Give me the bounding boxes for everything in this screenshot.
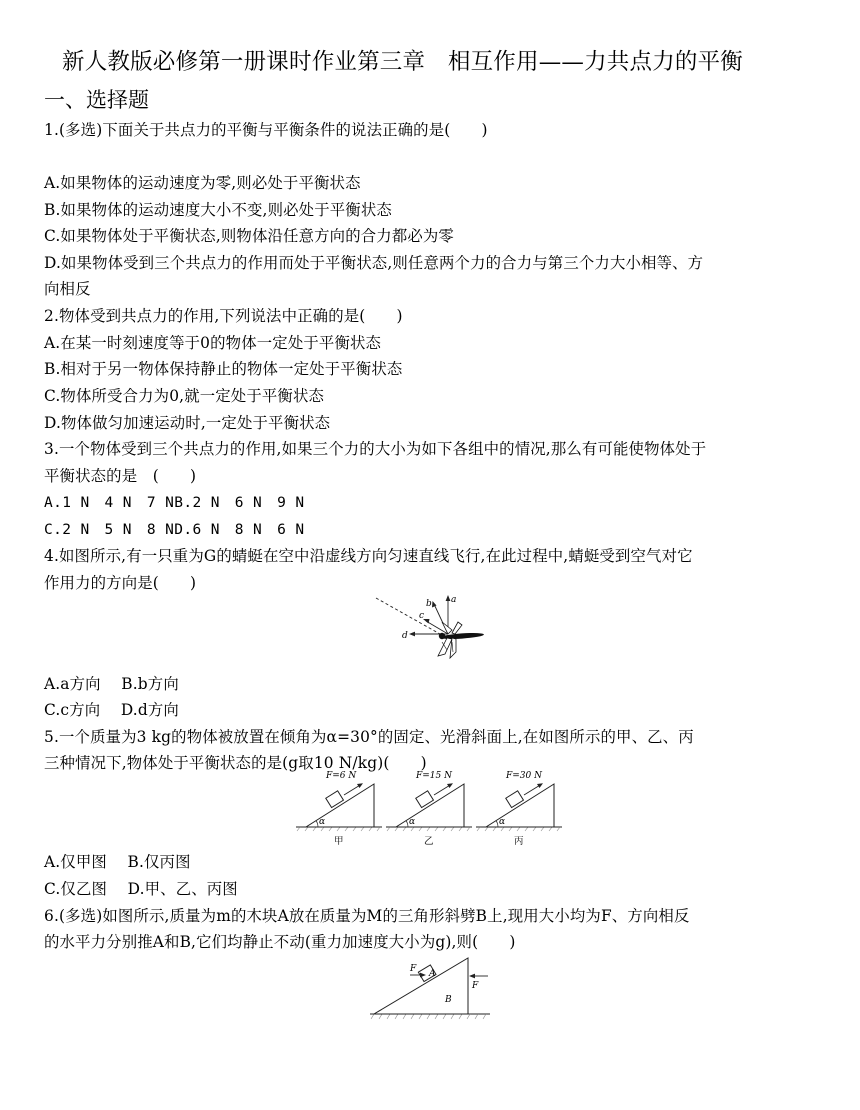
q6-stem-line2: 的水平力分别推A和B,它们均静止不动(重力加速度大小为g),则( ) — [44, 933, 516, 951]
incline-figure-bing — [476, 770, 566, 848]
q1-option-b: B.如果物体的运动速度大小不变,则必处于平衡状态 — [44, 201, 392, 219]
arrow-label-b: b — [426, 599, 432, 609]
caption-bing: 丙 — [514, 836, 524, 847]
q3-stem-line2: 平衡状态的是 ( ) — [44, 467, 197, 485]
angle-label-jia: α — [319, 817, 326, 827]
q1-option-d-line1: D.如果物体受到三个共点力的作用而处于平衡状态,则任意两个力的合力与第三个力大小相等、方 — [44, 254, 704, 272]
q2-option-a: A.在某一时刻速度等于0的物体一定处于平衡状态 — [44, 334, 382, 352]
force-label-jia: F=6 N — [326, 771, 357, 781]
section-heading: 一、选择题 — [44, 88, 149, 112]
q2-stem: 2.物体受到共点力的作用,下列说法中正确的是( ) — [44, 307, 403, 325]
arrow-label-a: a — [451, 595, 457, 605]
q2-option-b: B.相对于另一物体保持静止的物体一定处于平衡状态 — [44, 360, 403, 378]
caption-yi: 乙 — [424, 836, 434, 847]
angle-label-bing: α — [499, 817, 506, 827]
force-label-bing: F=30 N — [506, 771, 542, 781]
arrow-label-c: c — [419, 611, 425, 621]
incline-figure-yi — [386, 770, 476, 848]
q1-option-a: A.如果物体的运动速度为零,则必处于平衡状态 — [44, 174, 361, 192]
block-label-a: A — [429, 969, 436, 979]
q6-stem-line1: 6.(多选)如图所示,质量为m的木块A放在质量为M的三角形斜劈B上,现用大小均为F、方向相反 — [44, 907, 690, 925]
q1-option-d-line2: 向相反 — [44, 280, 91, 298]
q5-options-ab: A.仅甲图 B.仅丙图 — [44, 853, 191, 871]
angle-label-yi: α — [409, 817, 416, 827]
force-label-b: F — [472, 981, 479, 991]
q4-stem-line2: 作用力的方向是( ) — [44, 574, 197, 592]
q4-options-ab: A.a方向 B.b方向 — [44, 675, 179, 693]
caption-jia: 甲 — [334, 836, 344, 847]
q3-stem-line1: 3.一个物体受到三个共点力的作用,如果三个力的大小为如下各组中的情况,那么有可能使物体处于 — [44, 440, 707, 458]
wedge-label-b: B — [445, 995, 452, 1005]
dragonfly-figure — [370, 592, 490, 664]
q3-options-ab: A.1 N 4 N 7 NB.2 N 6 N 9 N — [44, 495, 305, 511]
incline-figure-jia — [296, 770, 386, 848]
q5-stem-line1: 5.一个质量为3 kg的物体被放置在倾角为α=30°的固定、光滑斜面上,在如图所示的甲、乙、丙 — [44, 728, 694, 746]
q2-option-d: D.物体做匀加速运动时,一定处于平衡状态 — [44, 414, 331, 432]
wedge-figure — [368, 954, 494, 1024]
q5-options-cd: C.仅乙图 D.甲、乙、丙图 — [44, 880, 238, 898]
arrow-label-d: d — [402, 631, 408, 641]
q1-option-c: C.如果物体处于平衡状态,则物体沿任意方向的合力都必为零 — [44, 227, 454, 245]
q2-option-c: C.物体所受合力为0,就一定处于平衡状态 — [44, 387, 325, 405]
force-label-yi: F=15 N — [416, 771, 452, 781]
q4-options-cd: C.c方向 D.d方向 — [44, 701, 179, 719]
q5-stem-line2: 三种情况下,物体处于平衡状态的是(g取10 N/kg)( ) — [44, 754, 427, 772]
q4-stem-line1: 4.如图所示,有一只重为G的蜻蜓在空中沿虚线方向匀速直线飞行,在此过程中,蜻蜓受到空气对它 — [44, 547, 693, 565]
q3-options-cd: C.2 N 5 N 8 ND.6 N 8 N 6 N — [44, 522, 305, 538]
q1-stem: 1.(多选)下面关于共点力的平衡与平衡条件的说法正确的是( ) — [44, 121, 488, 139]
force-label-a: F — [410, 964, 417, 974]
page-title: 新人教版必修第一册课时作业第三章 相互作用——力共点力的平衡 — [62, 49, 744, 75]
